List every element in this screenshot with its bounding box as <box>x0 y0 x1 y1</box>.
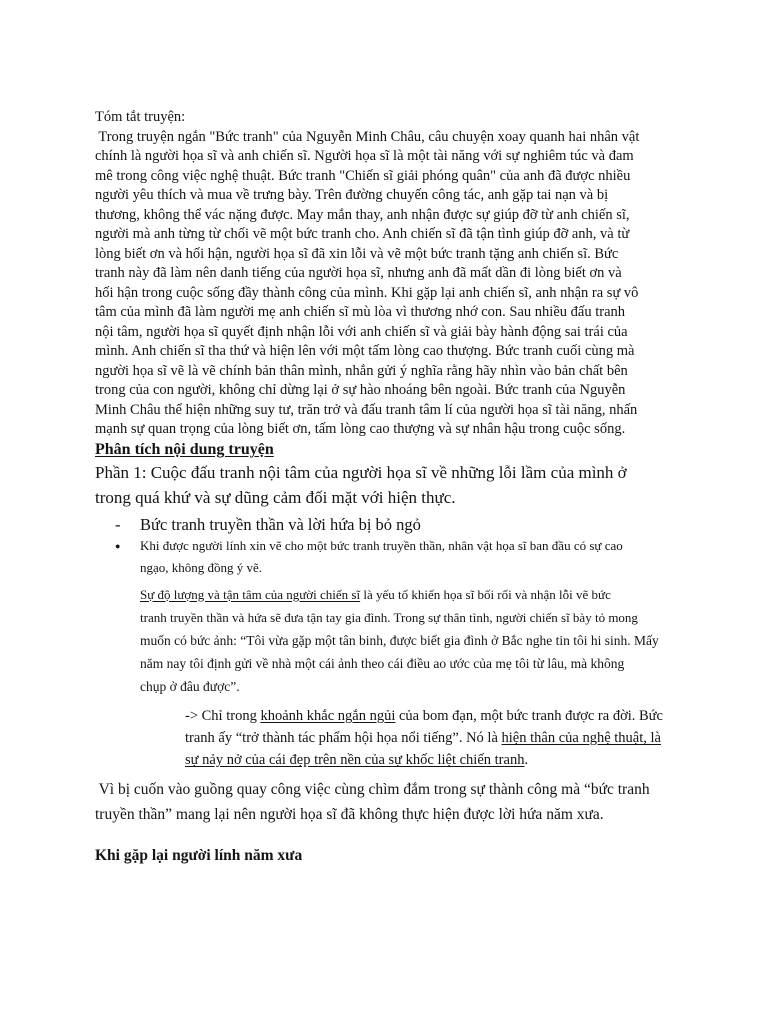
summary-line: nội tâm, người họa sĩ quyết định nhận lỗi với anh chiến sĩ và giải bày hành động sai trái của <box>95 323 628 340</box>
summary-line: tâm của mình đã làm người mẹ anh chiến sĩ mù lòa vì thương nhớ con. Sau nhiều đấu tranh <box>95 304 626 320</box>
bullet-item-line: Khi được người lính xin vẽ cho một bức tranh truyền thần, nhân vật họa sĩ ban đầu có sự cao <box>140 538 623 553</box>
summary-line: người họa sĩ vẽ là vẽ chính bản thân mình, nhắn gửi ý nghĩa rằng hãy nhìn vào bản chất bên <box>95 362 628 379</box>
conclusion-text: tranh ấy “trở thành tác phẩm hội họa nổi tiếng”. Nó là <box>185 730 502 746</box>
body-line: truyền thần” mang lại nên người họa sĩ đã không thực hiện được lời hứa năm xưa. <box>95 805 604 823</box>
quote-line: chụp ở đâu được”. <box>140 678 240 694</box>
summary-title: Tóm tắt truyện: <box>95 109 186 125</box>
summary-line: người mà anh từng từ chối vẽ một bức tranh cho. Anh chiến sĩ đã tận tình giúp đỡ anh, và từ <box>95 226 630 242</box>
conclusion-line <box>185 705 663 727</box>
summary-line: mê trong công việc nghệ thuật. Bức tranh "Chiến sĩ giải phóng quân" của anh đã được nhiều <box>95 167 631 184</box>
summary-line: mình. Anh chiến sĩ tha thứ và hiện lên với một tấm lòng cao thượng. Bức tranh cuối cùng mà <box>95 343 635 359</box>
quote-line: tranh truyền thần và hứa sẽ đưa tận tay gia đình. Trong sự thân tình, người chiến sĩ bày tỏ mong <box>140 609 638 625</box>
quote-text: là yếu tố khiến họa sĩ bối rối và nhận lỗi vẽ bức <box>360 586 611 602</box>
summary-line: tranh này đã làm nên danh tiếng của người họa sĩ, nhưng anh đã mất dần đi lòng biết ơn và <box>95 265 622 281</box>
bullet-list-item <box>115 535 695 579</box>
summary-line: trong của con người, không chỉ dừng lại ở sự hào nhoáng bên ngoài. Bức tranh của Nguyễn <box>95 382 626 398</box>
conclusion-paragraph <box>185 705 663 771</box>
summary-line: người yêu thích và mua về trưng bày. Trên đường chuyến công tác, anh gặp tai nạn và bị <box>95 187 609 203</box>
quote-paragraph <box>140 583 659 698</box>
bullet-icon: ● <box>115 541 121 551</box>
dash-item-text: Bức tranh truyền thần và lời hứa bị bỏ ngỏ <box>140 515 421 534</box>
part1-line: Phần 1: Cuộc đấu tranh nội tâm của người họa sĩ về những lỗi lầm của mình ở <box>95 462 627 482</box>
conclusion-text: của bom đạn, một bức tranh được ra đời. Bức <box>395 708 663 724</box>
bullet-item-line: ngạo, không đồng ý vẽ. <box>140 560 263 575</box>
dash-marker: - <box>115 515 121 534</box>
conclusion-text: . <box>524 752 529 768</box>
conclusion-text: -> Chỉ trong <box>185 708 261 724</box>
part1-title <box>95 460 627 510</box>
summary-line: lòng biết ơn và hối hận, người họa sĩ đã xin lỗi và vẽ một bức tranh tặng anh chiến sĩ. Bức <box>95 245 619 262</box>
body-paragraph <box>95 777 650 827</box>
summary-line: thương, không thể vác nặng được. May mắn thay, anh nhận được sự giúp đỡ từ anh chiến sĩ, <box>95 206 630 223</box>
underlined-phrase: sự nảy nở của cái đẹp trên nền của sự khốc liệt chiến tranh <box>185 752 525 768</box>
section-subheading: Khi gặp lại người lính năm xưa <box>95 847 303 864</box>
summary-line: hối hận trong cuộc sống đầy thành công của mình. Khi gặp lại anh chiến sĩ, anh nhận ra sự vô <box>95 284 639 301</box>
analysis-heading: Phân tích nội dung truyện <box>95 441 274 458</box>
quote-line: năm nay tôi định gửi về nhà một cái ảnh theo cái điều ao ước của mẹ tôi từ lâu, mà không <box>140 655 625 671</box>
body-line: Vì bị cuốn vào guồng quay công việc cùng chìm đắm trong sự thành công mà “bức tranh <box>95 780 650 798</box>
summary-line: Minh Châu thể hiện những suy tư, trăn trở và đấu tranh tâm lí của người họa sĩ tài năng, nhấn <box>95 401 638 418</box>
quote-line: muốn có bức ảnh: “Tôi vừa gặp một tân binh, được biết gia đình ở Bắc nghe tin tôi hi sinh. Mấy <box>140 632 659 648</box>
summary-line: mạnh sự quan trọng của lòng biết ơn, tấm lòng cao thượng và sự nhân hậu trong cuộc sống. <box>95 421 626 437</box>
part1-line: trong quá khứ và sự dũng cảm đối mặt với hiện thực. <box>95 487 456 507</box>
quote-line <box>140 583 659 606</box>
underlined-phrase: khoảnh khắc ngắn ngủi <box>260 708 396 724</box>
summary-line: chính là người họa sĩ và anh chiến sĩ. Người họa sĩ là một tài năng với sự nghiêm túc và đam <box>95 148 634 164</box>
dash-list-item <box>115 513 675 537</box>
underlined-phrase: Sự độ lượng và tận tâm của người chiến sĩ <box>140 586 361 602</box>
conclusion-line <box>185 727 663 749</box>
underlined-phrase: hiện thân của nghệ thuật, là <box>501 730 661 746</box>
summary-section <box>95 108 639 440</box>
summary-line: Trong truyện ngắn "Bức tranh" của Nguyễn Minh Châu, câu chuyện xoay quanh hai nhân vật <box>95 128 640 145</box>
conclusion-line <box>185 749 663 771</box>
